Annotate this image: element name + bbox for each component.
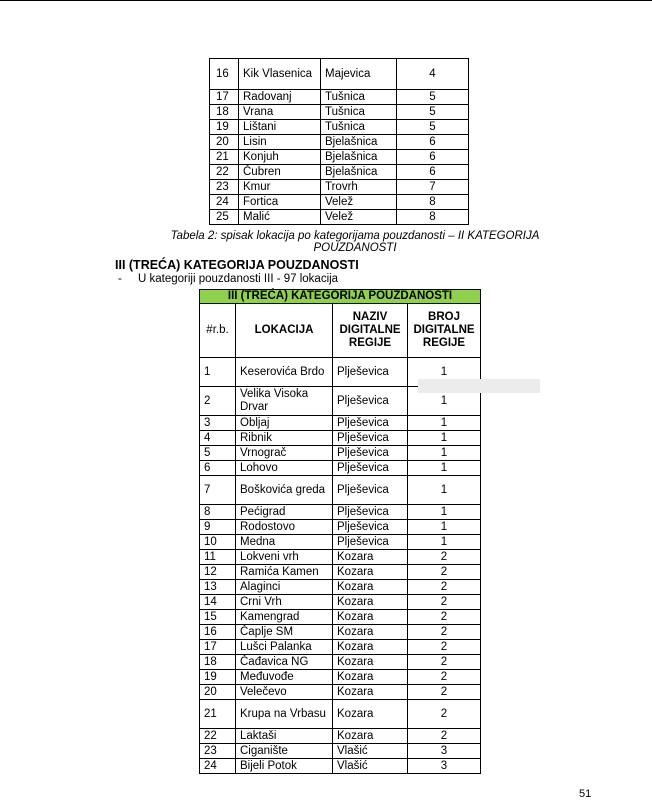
table-row bbox=[210, 135, 469, 150]
row-location: Fortica bbox=[239, 195, 321, 210]
row-region-name: Plješevica bbox=[333, 535, 408, 550]
row-number: 18 bbox=[200, 655, 236, 670]
row-location: Lištani bbox=[239, 120, 321, 135]
row-location: Laktaši bbox=[236, 729, 333, 744]
table-row bbox=[210, 90, 469, 105]
row-location: Vrnograč bbox=[236, 446, 333, 461]
table-row bbox=[200, 655, 481, 670]
row-region-number: 6 bbox=[397, 165, 469, 180]
row-number: 2 bbox=[200, 387, 236, 416]
row-location: Boškovića greda bbox=[236, 476, 333, 505]
row-number: 17 bbox=[200, 640, 236, 655]
row-location: Velika Visoka Drvar bbox=[236, 387, 333, 416]
table-row bbox=[200, 505, 481, 520]
row-region-name: Bjelašnica bbox=[321, 135, 397, 150]
row-region-name: Plješevica bbox=[333, 446, 408, 461]
row-number: 20 bbox=[200, 685, 236, 700]
row-region-number: 6 bbox=[397, 150, 469, 165]
row-region-name: Plješevica bbox=[333, 461, 408, 476]
row-region-name: Tušnica bbox=[321, 120, 397, 135]
table-row bbox=[210, 120, 469, 135]
table-row bbox=[210, 180, 469, 195]
row-region-name: Plješevica bbox=[333, 520, 408, 535]
row-region-number: 1 bbox=[408, 476, 481, 505]
row-region-number: 6 bbox=[397, 135, 469, 150]
row-number: 7 bbox=[200, 476, 236, 505]
row-region-number: 3 bbox=[408, 744, 481, 759]
row-region-name: Plješevica bbox=[333, 431, 408, 446]
row-region-number: 8 bbox=[397, 210, 469, 225]
row-region-number: 1 bbox=[408, 446, 481, 461]
row-region-name: Kozara bbox=[333, 729, 408, 744]
row-location: Čubren bbox=[239, 165, 321, 180]
row-number: 9 bbox=[200, 520, 236, 535]
row-region-number: 8 bbox=[397, 195, 469, 210]
row-location: Čađavica NG bbox=[236, 655, 333, 670]
row-location: Konjuh bbox=[239, 150, 321, 165]
row-location: Rodostovo bbox=[236, 520, 333, 535]
row-region-name: Kozara bbox=[333, 670, 408, 685]
row-location: Kik Vlasenica bbox=[239, 59, 321, 90]
row-number: 22 bbox=[200, 729, 236, 744]
table-row bbox=[200, 625, 481, 640]
row-region-name: Majevica bbox=[321, 59, 397, 90]
row-number: 14 bbox=[200, 595, 236, 610]
row-region-name: Plješevica bbox=[333, 476, 408, 505]
row-location: Lohovo bbox=[236, 461, 333, 476]
row-region-number: 1 bbox=[408, 431, 481, 446]
row-number: 24 bbox=[200, 759, 236, 774]
table-row bbox=[200, 610, 481, 625]
header-broj-regije: BROJ DIGITALNE REGIJE bbox=[408, 304, 481, 358]
table-row bbox=[200, 744, 481, 759]
row-region-number: 2 bbox=[408, 729, 481, 744]
table-row bbox=[200, 580, 481, 595]
row-region-number: 5 bbox=[397, 120, 469, 135]
row-region-number: 2 bbox=[408, 670, 481, 685]
row-number: 15 bbox=[200, 610, 236, 625]
row-region-number: 5 bbox=[397, 105, 469, 120]
row-region-name: Tušnica bbox=[321, 105, 397, 120]
row-number: 23 bbox=[200, 744, 236, 759]
row-number: 3 bbox=[200, 416, 236, 431]
page-top-border bbox=[0, 0, 652, 1]
row-region-name: Velež bbox=[321, 210, 397, 225]
row-number: 8 bbox=[200, 505, 236, 520]
row-region-number: 2 bbox=[408, 550, 481, 565]
row-location: Crni Vrh bbox=[236, 595, 333, 610]
row-location: Kamengrad bbox=[236, 610, 333, 625]
row-region-name: Plješevica bbox=[333, 416, 408, 431]
row-number: 1 bbox=[200, 358, 236, 387]
row-region-name: Vlašić bbox=[333, 744, 408, 759]
table-row bbox=[200, 565, 481, 580]
row-region-name: Bjelašnica bbox=[321, 150, 397, 165]
row-location: Medna bbox=[236, 535, 333, 550]
table-row bbox=[200, 700, 481, 729]
row-location: Alaginci bbox=[236, 580, 333, 595]
row-region-name: Kozara bbox=[333, 595, 408, 610]
table-row bbox=[210, 59, 469, 90]
row-number: 19 bbox=[200, 670, 236, 685]
row-location: Pećigrad bbox=[236, 505, 333, 520]
row-region-number: 1 bbox=[408, 535, 481, 550]
row-region-number: 2 bbox=[408, 685, 481, 700]
row-number: 24 bbox=[210, 195, 239, 210]
row-number: 5 bbox=[200, 446, 236, 461]
row-region-number: 2 bbox=[408, 700, 481, 729]
row-region-number: 5 bbox=[397, 90, 469, 105]
table-title: III (TREĆA) KATEGORIJA POUZDANOSTI bbox=[200, 290, 481, 304]
row-location: Ramića Kamen bbox=[236, 565, 333, 580]
row-region-name: Velež bbox=[321, 195, 397, 210]
row-number: 20 bbox=[210, 135, 239, 150]
row-location: Malić bbox=[239, 210, 321, 225]
table-row bbox=[210, 165, 469, 180]
row-location: Kmur bbox=[239, 180, 321, 195]
row-location: Keserovića Brdo bbox=[236, 358, 333, 387]
row-location: Ribnik bbox=[236, 431, 333, 446]
row-region-name: Kozara bbox=[333, 610, 408, 625]
row-region-number: 2 bbox=[408, 565, 481, 580]
bullet-text: U kategoriji pouzdanosti III - 97 lokacija bbox=[138, 273, 339, 285]
table-row bbox=[200, 670, 481, 685]
row-region-number: 2 bbox=[408, 610, 481, 625]
table-row bbox=[200, 535, 481, 550]
row-region-name: Kozara bbox=[333, 685, 408, 700]
row-region-number: 1 bbox=[408, 461, 481, 476]
row-region-name: Kozara bbox=[333, 625, 408, 640]
table-row bbox=[200, 685, 481, 700]
row-number: 21 bbox=[210, 150, 239, 165]
row-region-number: 7 bbox=[397, 180, 469, 195]
row-location: Radovanj bbox=[239, 90, 321, 105]
row-number: 16 bbox=[210, 59, 239, 90]
header-lokacija: LOKACIJA bbox=[236, 304, 333, 358]
row-region-number: 1 bbox=[408, 505, 481, 520]
row-region-name: Plješevica bbox=[333, 387, 408, 416]
table-row bbox=[200, 520, 481, 535]
category-2-table-continuation bbox=[209, 58, 469, 225]
row-number: 23 bbox=[210, 180, 239, 195]
row-region-name: Kozara bbox=[333, 565, 408, 580]
row-region-name: Kozara bbox=[333, 640, 408, 655]
bullet-dash: - bbox=[118, 273, 122, 285]
table-row bbox=[210, 105, 469, 120]
row-number: 11 bbox=[200, 550, 236, 565]
row-region-name: Trovrh bbox=[321, 180, 397, 195]
row-number: 18 bbox=[210, 105, 239, 120]
row-region-number: 1 bbox=[408, 416, 481, 431]
row-location: Ciganište bbox=[236, 744, 333, 759]
table-row bbox=[210, 210, 469, 225]
row-region-name: Kozara bbox=[333, 700, 408, 729]
row-number: 12 bbox=[200, 565, 236, 580]
row-number: 17 bbox=[210, 90, 239, 105]
row-region-name: Bjelašnica bbox=[321, 165, 397, 180]
row-region-name: Kozara bbox=[333, 655, 408, 670]
row-region-name: Kozara bbox=[333, 550, 408, 565]
row-region-number: 2 bbox=[408, 625, 481, 640]
row-location: Krupa na Vrbasu bbox=[236, 700, 333, 729]
row-region-number: 2 bbox=[408, 580, 481, 595]
table-row bbox=[200, 416, 481, 431]
row-location: Međuvođe bbox=[236, 670, 333, 685]
bullet-item bbox=[118, 273, 338, 285]
row-location: Bijeli Potok bbox=[236, 759, 333, 774]
table-row bbox=[200, 446, 481, 461]
table-row bbox=[210, 195, 469, 210]
category-3-table bbox=[199, 289, 481, 774]
table-row bbox=[200, 759, 481, 774]
row-number: 19 bbox=[210, 120, 239, 135]
row-region-number: 2 bbox=[408, 640, 481, 655]
row-number: 10 bbox=[200, 535, 236, 550]
page-number: 51 bbox=[579, 788, 592, 800]
table-row bbox=[200, 476, 481, 505]
row-number: 22 bbox=[210, 165, 239, 180]
section-heading: III (TREĆA) KATEGORIJA POUZDANOSTI bbox=[115, 258, 359, 272]
row-location: Vrana bbox=[239, 105, 321, 120]
row-number: 21 bbox=[200, 700, 236, 729]
row-location: Čaplje SM bbox=[236, 625, 333, 640]
row-region-number: 4 bbox=[397, 59, 469, 90]
row-location: Lisin bbox=[239, 135, 321, 150]
row-region-name: Plješevica bbox=[333, 505, 408, 520]
row-region-number: 1 bbox=[408, 387, 481, 416]
row-region-number: 1 bbox=[408, 520, 481, 535]
row-region-name: Kozara bbox=[333, 580, 408, 595]
row-number: 16 bbox=[200, 625, 236, 640]
row-region-name: Tušnica bbox=[321, 90, 397, 105]
table-row bbox=[200, 640, 481, 655]
row-location: Obljaj bbox=[236, 416, 333, 431]
table-row bbox=[200, 550, 481, 565]
table-row bbox=[200, 431, 481, 446]
scan-artifact bbox=[418, 379, 540, 393]
row-number: 6 bbox=[200, 461, 236, 476]
row-region-number: 2 bbox=[408, 655, 481, 670]
table-row bbox=[200, 461, 481, 476]
header-naziv-regije: NAZIV DIGITALNE REGIJE bbox=[333, 304, 408, 358]
row-location: Lušci Palanka bbox=[236, 640, 333, 655]
header-rb: #r.b. bbox=[200, 304, 236, 358]
row-location: Velečevo bbox=[236, 685, 333, 700]
table-row bbox=[200, 595, 481, 610]
row-region-number: 1 bbox=[408, 358, 481, 387]
table-row bbox=[200, 729, 481, 744]
row-number: 4 bbox=[200, 431, 236, 446]
row-region-name: Plješevica bbox=[333, 358, 408, 387]
row-region-name: Vlašić bbox=[333, 759, 408, 774]
table-row bbox=[210, 150, 469, 165]
row-number: 25 bbox=[210, 210, 239, 225]
row-region-number: 3 bbox=[408, 759, 481, 774]
table-caption: Tabela 2: spisak lokacija po kategorijama pouzdanosti – II KATEGORIJA POUZDANOSTI bbox=[170, 230, 540, 254]
row-number: 13 bbox=[200, 580, 236, 595]
row-location: Lokveni vrh bbox=[236, 550, 333, 565]
row-region-number: 2 bbox=[408, 595, 481, 610]
